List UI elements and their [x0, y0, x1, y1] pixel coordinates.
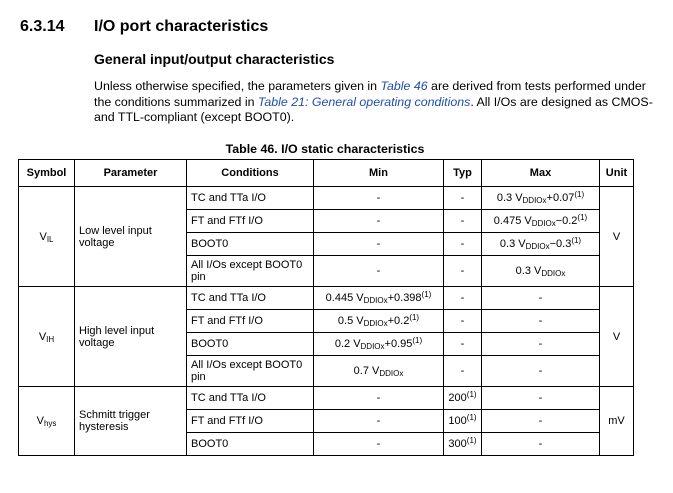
max-cell: 0.3 $V_{DDIOx}$: [482, 256, 600, 287]
typ-cell: -: [444, 256, 482, 287]
max-cell: -: [482, 333, 600, 356]
header-unit: Unit: [600, 160, 634, 187]
symbol-cell: $V_{hys}$: [19, 387, 75, 456]
section-title: I/O port characteristics: [94, 18, 269, 35]
min-cell: -: [314, 256, 444, 287]
min-cell: -: [314, 210, 444, 233]
table-46-link[interactable]: Table 46: [380, 79, 428, 93]
conditions-cell: FT and FTf I/O: [187, 410, 314, 433]
table-row: [19, 387, 634, 410]
typ-cell: 100$^{(1)}$: [444, 410, 482, 433]
intro-text-3: . All I/Os are designed as CMOS- and TTL-compliant (except BOOT0).: [94, 94, 653, 124]
unit-cell: V: [600, 287, 634, 387]
max-cell: -: [482, 433, 600, 456]
conditions-cell: All I/Os except BOOT0 pin: [187, 256, 314, 287]
io-static-characteristics-table: [18, 159, 634, 456]
max-cell: 0.3 $V_{DDIOx}+0.07^{(1)}$: [482, 187, 600, 210]
typ-cell: -: [444, 233, 482, 256]
max-cell: -: [482, 356, 600, 387]
header-symbol: Symbol: [19, 160, 75, 187]
min-cell: -: [314, 433, 444, 456]
typ-cell: -: [444, 333, 482, 356]
conditions-cell: TC and TTa I/O: [187, 287, 314, 310]
max-cell: 0.3 $V_{DDIOx}-0.3^{(1)}$: [482, 233, 600, 256]
min-cell: -: [314, 233, 444, 256]
conditions-cell: BOOT0: [187, 233, 314, 256]
subsection-title: General input/output characteristics: [94, 51, 335, 67]
min-cell: -: [314, 410, 444, 433]
conditions-cell: TC and TTa I/O: [187, 387, 314, 410]
conditions-cell: BOOT0: [187, 433, 314, 456]
typ-cell: -: [444, 356, 482, 387]
section-number: 6.3.14: [20, 18, 65, 35]
min-cell: -: [314, 387, 444, 410]
table-21-link[interactable]: Table 21: General operating conditions: [257, 94, 471, 109]
unit-cell: V: [600, 187, 634, 287]
table-row: [19, 187, 634, 210]
min-cell: 0.5 $V_{DDIOx}+0.2^{(1)}$: [314, 310, 444, 333]
header-conditions: Conditions: [187, 160, 314, 187]
intro-paragraph: [94, 79, 654, 126]
header-typ: Typ: [444, 160, 482, 187]
parameter-cell: Schmitt trigger hysteresis: [75, 387, 187, 456]
conditions-cell: All I/Os except BOOT0 pin: [187, 356, 314, 387]
max-cell: -: [482, 410, 600, 433]
symbol-cell: $V_{IH}$: [19, 287, 75, 387]
table-caption: Table 46. I/O static characteristics: [225, 142, 425, 156]
min-cell: -: [314, 187, 444, 210]
typ-cell: 300$^{(1)}$: [444, 433, 482, 456]
max-cell: 0.475 $V_{DDIOx}-0.2^{(1)}$: [482, 210, 600, 233]
typ-cell: 200$^{(1)}$: [444, 387, 482, 410]
intro-text-1: Unless otherwise specified, the parameters given in: [94, 79, 381, 93]
conditions-cell: TC and TTa I/O: [187, 187, 314, 210]
table-header-row: [19, 160, 634, 187]
conditions-cell: BOOT0: [187, 333, 314, 356]
typ-cell: -: [444, 210, 482, 233]
max-cell: -: [482, 310, 600, 333]
header-parameter: Parameter: [75, 160, 187, 187]
typ-cell: -: [444, 310, 482, 333]
typ-cell: -: [444, 187, 482, 210]
min-cell: 0.2 $V_{DDIOx}+0.95^{(1)}$: [314, 333, 444, 356]
conditions-cell: FT and FTf I/O: [187, 310, 314, 333]
intro-text-2: are derived from tests performed under the conditions summarized in: [94, 79, 646, 109]
parameter-cell: High level input voltage: [75, 287, 187, 387]
conditions-cell: FT and FTf I/O: [187, 210, 314, 233]
max-cell: -: [482, 387, 600, 410]
max-cell: -: [482, 287, 600, 310]
min-cell: 0.7 $V_{DDIOx}$: [314, 356, 444, 387]
min-cell: 0.445 $V_{DDIOx}+0.398^{(1)}$: [314, 287, 444, 310]
parameter-cell: Low level input voltage: [75, 187, 187, 287]
typ-cell: -: [444, 287, 482, 310]
header-max: Max: [482, 160, 600, 187]
symbol-cell: $V_{IL}$: [19, 187, 75, 287]
unit-cell: mV: [600, 387, 634, 456]
table-row: [19, 287, 634, 310]
header-min: Min: [314, 160, 444, 187]
